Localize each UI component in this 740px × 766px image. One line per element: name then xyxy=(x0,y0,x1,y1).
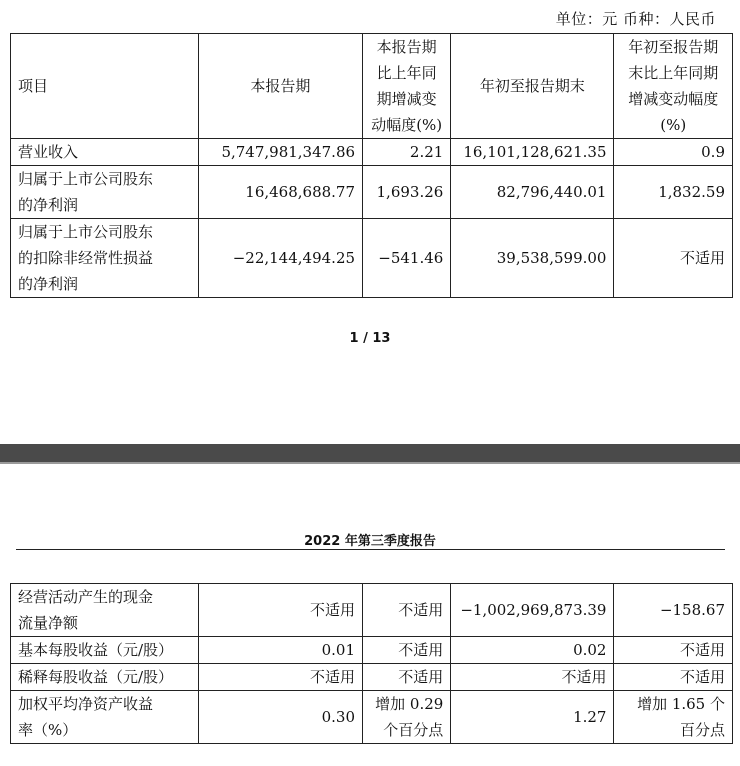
value-cell xyxy=(451,219,614,298)
value-cell xyxy=(614,637,733,664)
row-label-text: 归属于上市公司股东 xyxy=(18,170,154,188)
value-cell xyxy=(451,166,614,219)
page-separator xyxy=(0,444,740,462)
table-row xyxy=(11,584,733,637)
value-cell-text: −158.67 xyxy=(659,601,725,619)
row-label xyxy=(11,219,199,298)
row-label xyxy=(11,637,199,664)
value-cell-text: 不适用 xyxy=(398,668,444,686)
value-cell-text: 82,796,440.01 xyxy=(496,183,607,201)
value-cell-text: 1.27 xyxy=(573,708,607,726)
value-cell xyxy=(614,219,733,298)
financial-table-continued xyxy=(10,583,733,744)
value-cell-text: −541.46 xyxy=(378,249,444,267)
row-label-text: 基本每股收益（元/股） xyxy=(18,641,174,659)
column-header-text: (%) xyxy=(660,116,687,134)
value-cell-text: 不适用 xyxy=(679,641,725,659)
column-header-text: 年初至报告期 xyxy=(628,38,719,56)
table-row xyxy=(11,219,733,298)
value-cell xyxy=(198,139,362,166)
value-cell xyxy=(198,219,362,298)
value-cell xyxy=(451,584,614,637)
column-header xyxy=(198,34,362,139)
value-cell xyxy=(198,584,362,637)
row-label-text: 率（%） xyxy=(18,721,78,739)
report-title: 2022 年第三季度报告 xyxy=(304,534,436,549)
page-number: 1 / 13 xyxy=(349,331,391,346)
value-cell-text: 不适用 xyxy=(310,601,356,619)
row-label xyxy=(11,664,199,691)
column-header xyxy=(614,34,733,139)
column-header-text: 期增减变 xyxy=(376,90,437,108)
value-cell-text: 个百分点 xyxy=(383,721,444,739)
row-label-text: 稀释每股收益（元/股） xyxy=(18,668,174,686)
column-header-text: 动幅度(%) xyxy=(371,116,443,134)
value-cell xyxy=(198,664,362,691)
table-row xyxy=(11,637,733,664)
row-label xyxy=(11,691,199,744)
row-label-text: 的净利润 xyxy=(18,196,79,214)
page-separator-shadow xyxy=(0,462,740,464)
table-header-row xyxy=(11,34,733,139)
value-cell xyxy=(451,637,614,664)
table-row xyxy=(11,139,733,166)
value-cell-text: 百分点 xyxy=(679,721,725,739)
column-header-text: 本报告期 xyxy=(376,38,437,56)
value-cell xyxy=(363,219,451,298)
row-label-text: 的扣除非经常性损益 xyxy=(18,249,154,267)
value-cell xyxy=(451,139,614,166)
value-cell xyxy=(363,166,451,219)
value-cell xyxy=(198,637,362,664)
value-cell xyxy=(614,691,733,744)
value-cell-text: 0.02 xyxy=(573,641,607,659)
value-cell-text: 0.9 xyxy=(701,143,725,161)
value-cell xyxy=(363,664,451,691)
column-header xyxy=(363,34,451,139)
value-cell xyxy=(198,691,362,744)
value-cell xyxy=(363,691,451,744)
column-header-text: 年初至报告期末 xyxy=(479,77,585,95)
value-cell-text: 39,538,599.00 xyxy=(496,249,607,267)
row-label-text: 经营活动产生的现金 xyxy=(18,588,154,606)
row-label-text: 归属于上市公司股东 xyxy=(18,223,154,241)
value-cell-text: 增加 0.29 xyxy=(375,695,444,713)
column-header-text: 本报告期 xyxy=(250,77,311,95)
column-header xyxy=(451,34,614,139)
column-header-text: 比上年同 xyxy=(376,64,437,82)
column-header xyxy=(11,34,199,139)
value-cell-text: 不适用 xyxy=(398,601,444,619)
value-cell xyxy=(614,664,733,691)
value-cell-text: 0.30 xyxy=(321,708,356,726)
table-row xyxy=(11,664,733,691)
value-cell-text: 不适用 xyxy=(310,668,356,686)
value-cell xyxy=(363,637,451,664)
value-cell-text: 1,693.26 xyxy=(376,183,444,201)
row-label-text: 的净利润 xyxy=(18,275,79,293)
value-cell-text: 不适用 xyxy=(398,641,444,659)
value-cell xyxy=(451,691,614,744)
table-row xyxy=(11,691,733,744)
value-cell xyxy=(614,584,733,637)
row-label xyxy=(11,584,199,637)
value-cell xyxy=(614,139,733,166)
table-row xyxy=(11,166,733,219)
value-cell-text: 2.21 xyxy=(409,143,444,161)
value-cell-text: 16,468,688.77 xyxy=(245,183,356,201)
value-cell-text: 5,747,981,347.86 xyxy=(221,143,356,161)
row-label-text: 营业收入 xyxy=(18,143,79,161)
value-cell xyxy=(363,584,451,637)
value-cell-text: 不适用 xyxy=(679,249,725,267)
value-cell xyxy=(198,166,362,219)
value-cell-text: 增加 1.65 个 xyxy=(637,695,725,713)
row-label xyxy=(11,166,199,219)
value-cell-text: 16,101,128,621.35 xyxy=(463,143,607,161)
column-header-text: 增减变动幅度 xyxy=(628,90,719,108)
row-label xyxy=(11,139,199,166)
value-cell-text: −1,002,969,873.39 xyxy=(460,601,607,619)
column-header-text: 末比上年同期 xyxy=(628,64,719,82)
value-cell xyxy=(363,139,451,166)
value-cell-text: 不适用 xyxy=(679,668,725,686)
financial-table-main xyxy=(10,33,733,298)
row-label-text: 加权平均净资产收益 xyxy=(18,695,154,713)
value-cell-text: −22,144,494.25 xyxy=(232,249,356,267)
value-cell-text: 0.01 xyxy=(321,641,356,659)
value-cell xyxy=(451,664,614,691)
column-header-text: 项目 xyxy=(18,77,49,95)
value-cell xyxy=(614,166,733,219)
title-underline xyxy=(16,549,725,550)
currency-unit-note: 单位：元 币种：人民币 xyxy=(555,10,716,28)
value-cell-text: 1,832.59 xyxy=(658,183,725,201)
row-label-text: 流量净额 xyxy=(18,614,79,632)
value-cell-text: 不适用 xyxy=(561,668,607,686)
